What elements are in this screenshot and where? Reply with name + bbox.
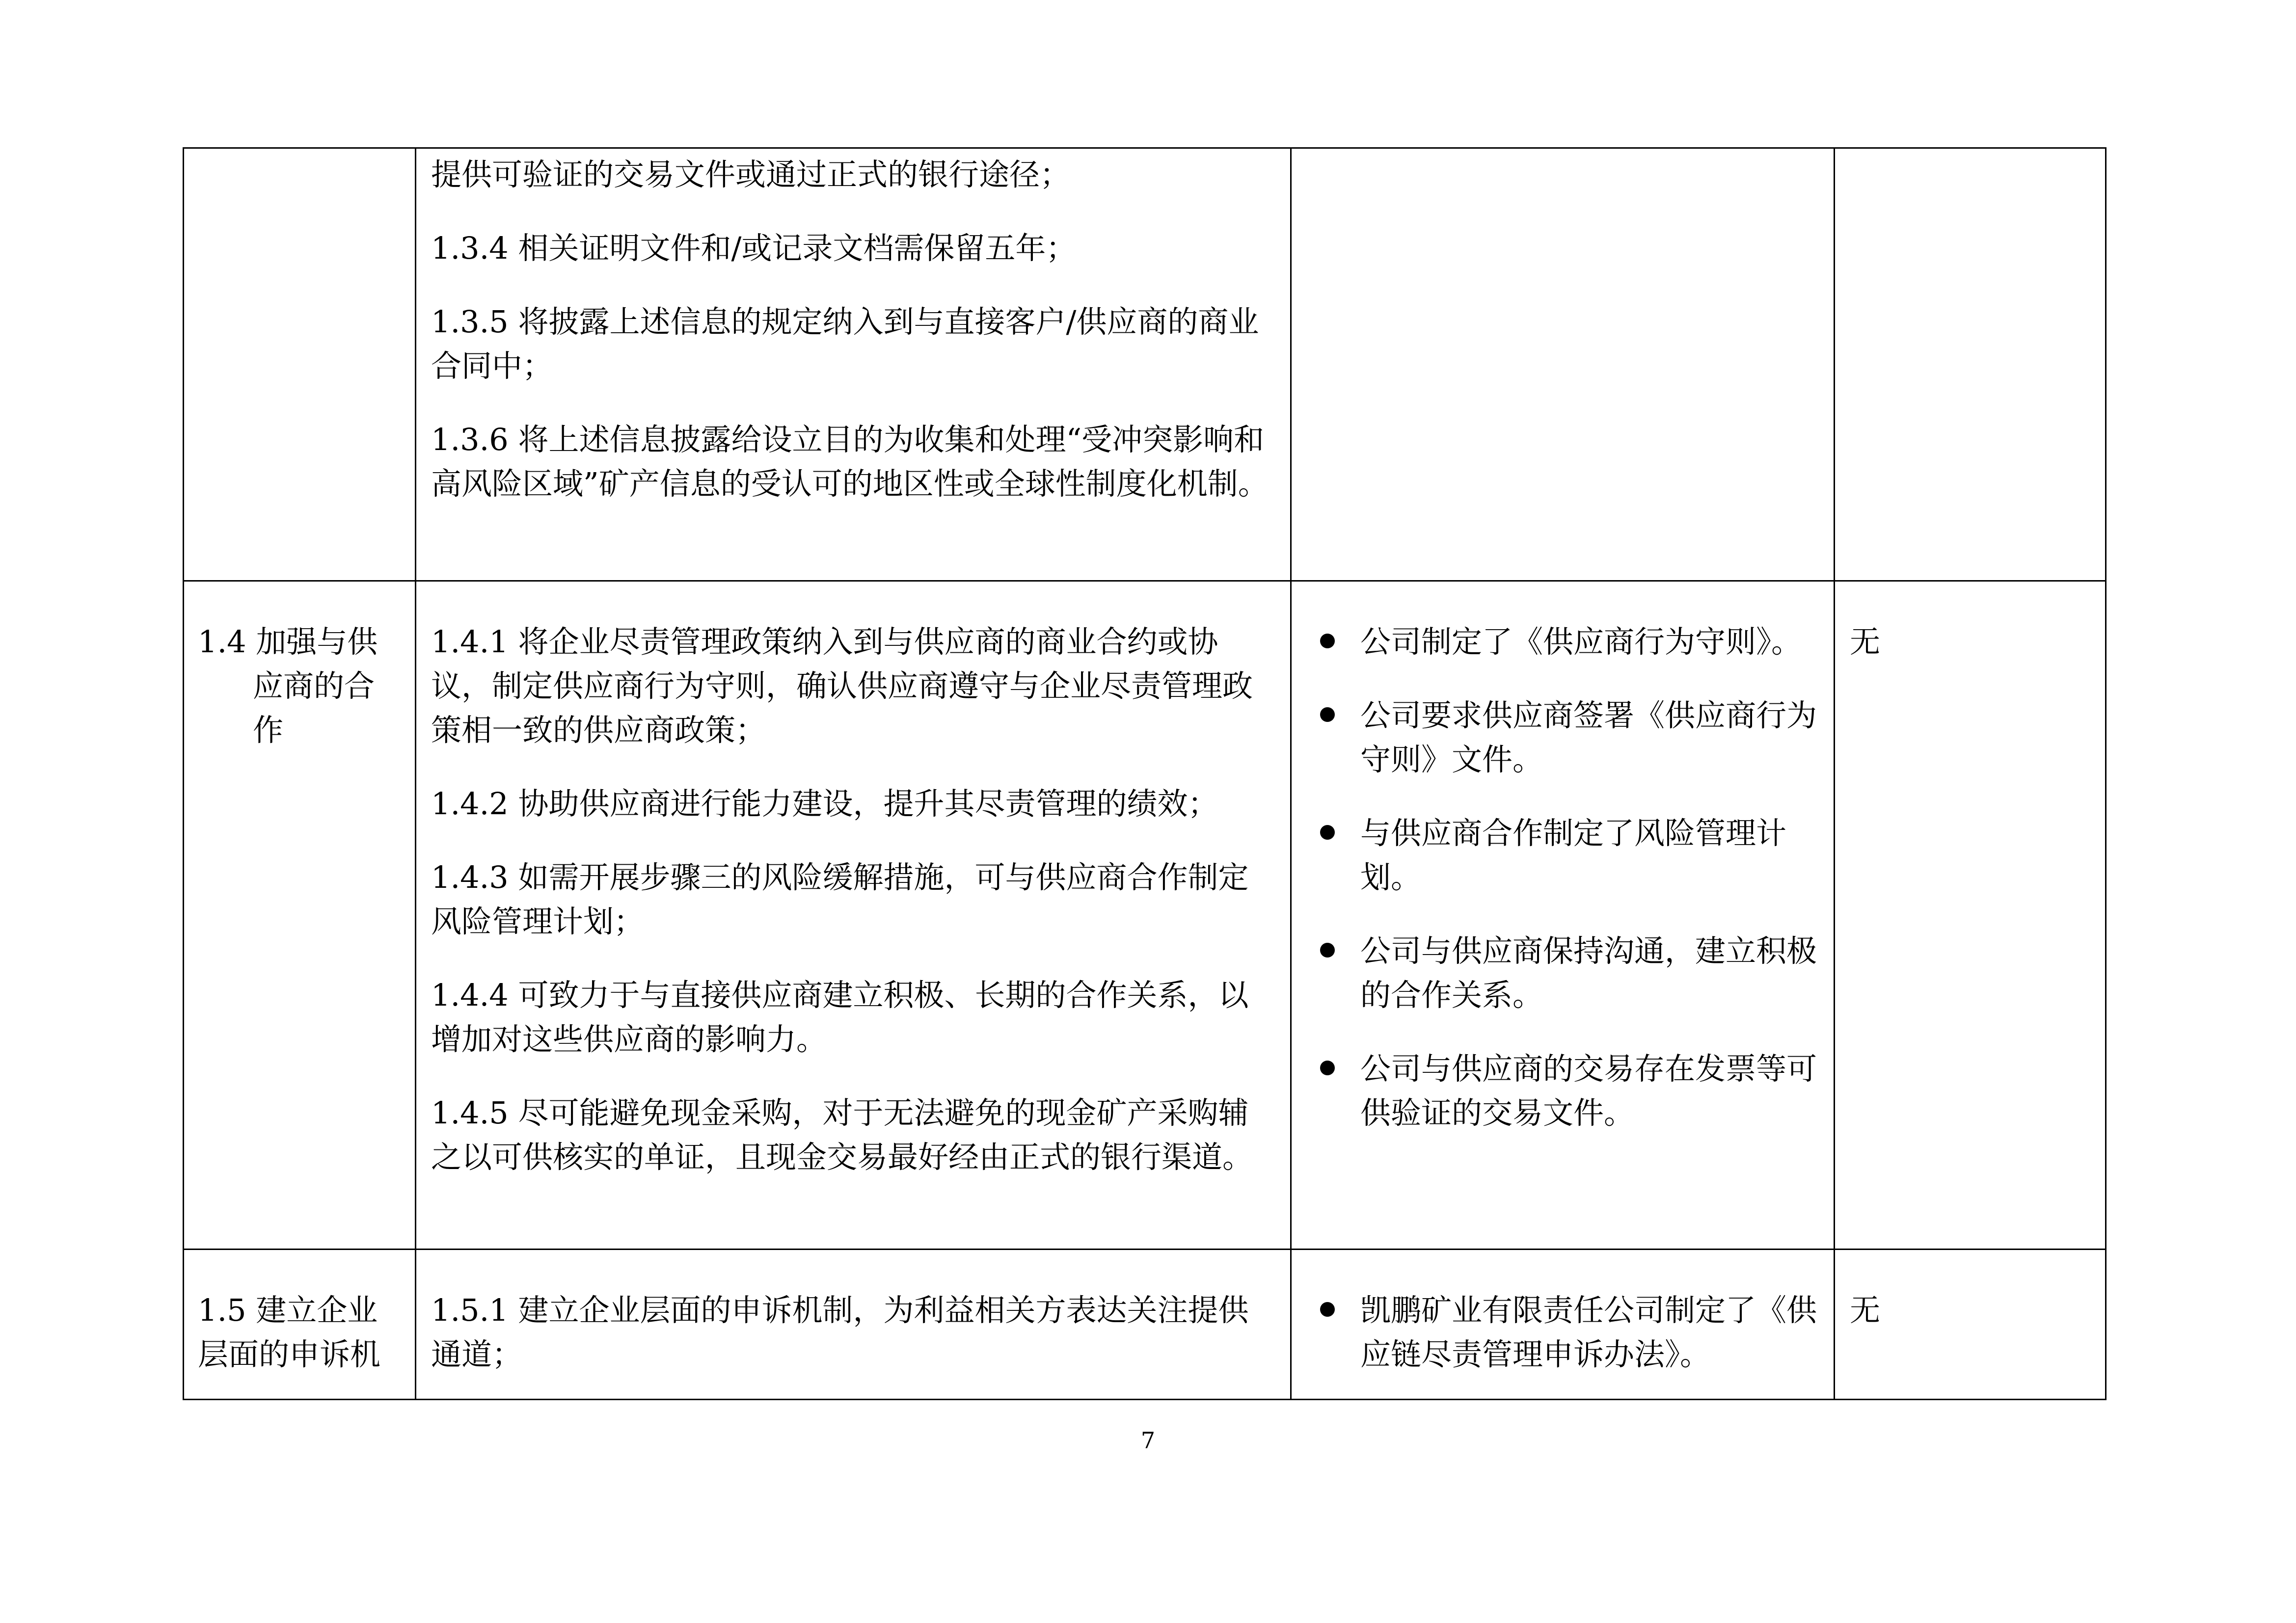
requirement-text: 1.4.4 可致力于与直接供应商建立积极、长期的合作关系，以增加对这些供应商的影响力。 [431,977,1249,1057]
section-label-cell [184,1250,416,1400]
section-label: 1.5 建立企业 [198,1292,378,1328]
value-cell [1835,1250,2106,1400]
status-text: 公司制定了《供应商行为守则》。 [1360,624,1802,660]
list-item [1306,620,1822,664]
status-text: 与供应商合作制定了风险管理计划。 [1360,815,1787,895]
list-item [1306,1288,1822,1377]
list-item [1306,1047,1822,1135]
compliance-table [183,147,2107,1400]
requirement-text: 1.5.1 建立企业层面的申诉机制，为利益相关方表达关注提供通道； [431,1292,1249,1372]
bullet-icon [1320,707,1335,722]
requirement-text: 1.4.3 如需开展步骤三的风险缓解措施，可与供应商合作制定风险管理计划； [431,859,1249,939]
section-label: 层面的申诉机 [198,1336,381,1372]
table-row-1-5 [184,1250,2106,1400]
value-cell-empty [1835,148,2106,581]
page-number: 7 [1140,1427,1156,1454]
table-row-1-4 [184,581,2106,1250]
bullet-icon [1320,1302,1335,1317]
requirement-text: 1.4.2 协助供应商进行能力建设，提升其尽责管理的绩效； [431,786,1218,822]
requirement-text: 1.4.1 将企业尽责管理政策纳入到与供应商的商业合约或协议，制定供应商行为守则，确认供应商遵守与企业尽责管理政策相一致的供应商政策； [431,624,1253,748]
list-item [1306,929,1822,1017]
status-cell [1291,581,1835,1250]
bullet-icon [1320,825,1335,840]
value-text: 无 [1850,1292,1881,1328]
label-cell-empty [184,148,416,581]
requirement-text: 1.4.5 尽可能避免现金采购，对于无法避免的现金矿产采购辅之以可供核实的单证，且现金交易最好经由正式的银行渠道。 [431,1095,1253,1175]
value-cell [1835,581,2106,1250]
requirement-cell [416,1250,1291,1400]
requirement-text: 1.3.5 将披露上述信息的规定纳入到与直接客户/供应商的商业合同中； [431,304,1259,384]
section-label: 1.4 加强与供 [198,624,378,660]
status-cell-empty [1291,148,1835,581]
status-text: 公司与供应商的交易存在发票等可供验证的交易文件。 [1360,1051,1817,1131]
list-item [1306,811,1822,900]
bullet-icon [1320,634,1335,648]
section-label: 应商的合 [253,668,375,704]
bullet-icon [1320,943,1335,958]
requirement-cell [416,148,1291,581]
status-list [1292,1250,1834,1377]
section-label: 作 [253,712,284,748]
status-text: 公司与供应商保持沟通，建立积极的合作关系。 [1360,933,1817,1013]
requirement-text: 提供可验证的交易文件或通过正式的银行途径； [431,157,1071,192]
status-text: 公司要求供应商签署《供应商行为守则》文件。 [1360,697,1817,777]
section-label-cell [184,581,416,1250]
value-text: 无 [1850,624,1881,660]
table-row-continued [184,148,2106,581]
status-list [1292,582,1834,1135]
status-cell [1291,1250,1835,1400]
status-text: 凯鹏矿业有限责任公司制定了《供应链尽责管理申诉办法》。 [1360,1292,1817,1372]
requirement-text: 1.3.6 将上述信息披露给设立目的为收集和处理“受冲突影响和高风险区域”矿产信息的受认可的地区性或全球性制度化机制。 [431,422,1269,502]
requirement-text: 1.3.4 相关证明文件和/或记录文档需保留五年； [431,230,1077,266]
requirement-cell [416,581,1291,1250]
list-item [1306,693,1822,782]
bullet-icon [1320,1061,1335,1075]
